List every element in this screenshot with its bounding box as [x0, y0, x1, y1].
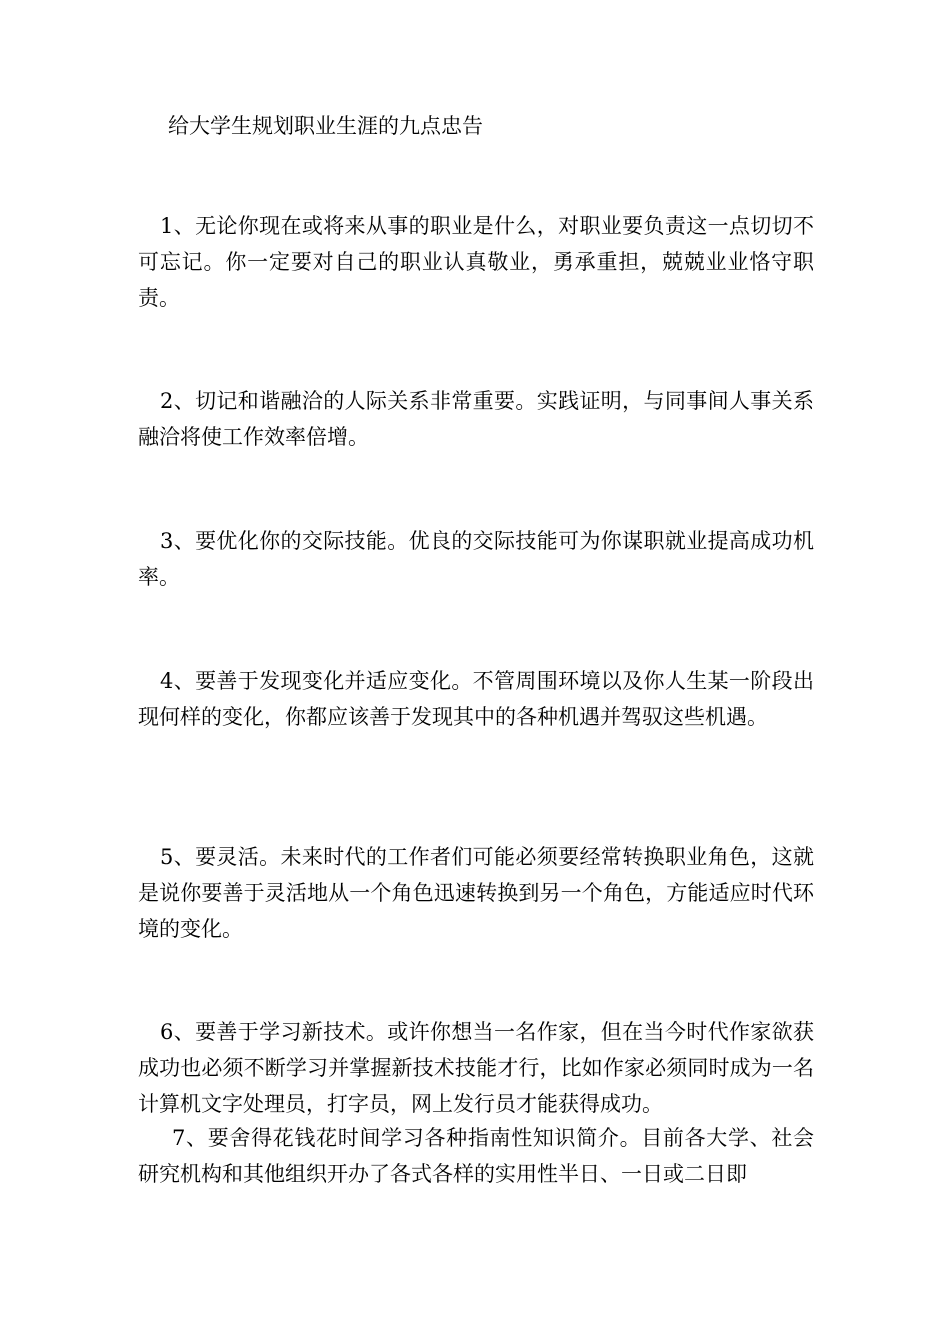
paragraph-7: 7、要舍得花钱花时间学习各种指南性知识简介。目前各大学、社会研究机构和其他组织开办了各式各样的实用性半日、一日或二日即: [138, 1126, 814, 1186]
paragraph-6: 6、要善于学习新技术。或许你想当一名作家，但在当今时代作家欲获成功也必须不断学习并掌握新技术技能才行，比如作家必须同时成为一名计算机文字处理员，打字员，网上发行员才能获得成功。: [138, 1020, 814, 1116]
paragraph-5: 5、要灵活。未来时代的工作者们可能必须要经常转换职业角色，这就是说你要善于灵活地从一个角色迅速转换到另一个角色，方能适应时代环境的变化。: [138, 845, 814, 941]
paragraph-4: 4、要善于发现变化并适应变化。不管周围环境以及你人生某一阶段出现何样的变化，你都应该善于发现其中的各种机遇并驾驭这些机遇。: [138, 669, 814, 729]
document-title: 给大学生规划职业生涯的九点忠告: [168, 114, 483, 138]
paragraph-1: 1、无论你现在或将来从事的职业是什么，对职业要负责这一点切切不可忘记。你一定要对自己的职业认真敬业，勇承重担，兢兢业业恪守职责。: [138, 214, 814, 310]
paragraph-3: 3、要优化你的交际技能。优良的交际技能可为你谋职就业提高成功机率。: [138, 529, 814, 589]
paragraph-2: 2、切记和谐融洽的人际关系非常重要。实践证明，与同事间人事关系融洽将使工作效率倍增。: [138, 389, 814, 449]
